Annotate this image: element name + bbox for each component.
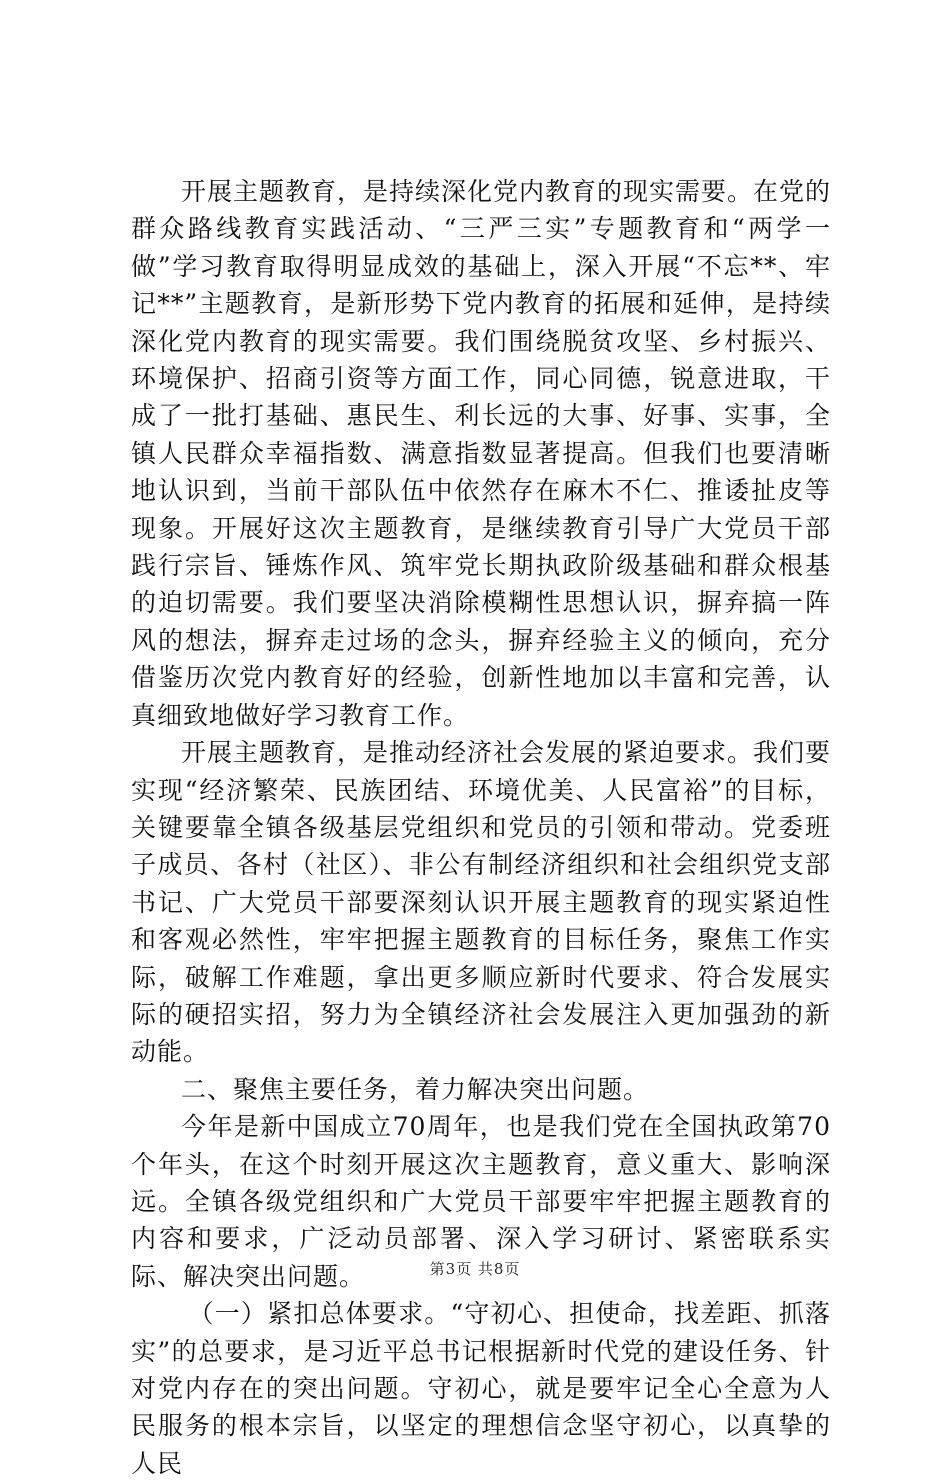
section-heading-main-tasks: 二、聚焦主要任务，着力解决突出问题。 (181, 1074, 650, 1104)
page-number-footer: 第3页 共8页 (429, 1260, 521, 1278)
paragraph-theme-education-party: 开展主题教育，是持续深化党内教育的现实需要。在党的群众路线教育实践活动、“三严三实”专题教育和“两学一做”学习教育取得明显成效的基础上，深入开展“不忘**、牢记**”主题教育，是新形势下党内教育的拓展和延伸，是持续深化党内教育的现实需要。我们围绕脱贫攻坚、乡村振兴、环境保护、招商引资等方面工作，同心同德，锐意进取，干成了一批打基础、惠民生、利长远的大事、好事、实事，全镇人民群众幸福指数、满意指数显著提高。但我们也要清晰地认识到，当前干部队伍中依然存在麻木不仁、推诿扯皮等现象。开展好这次主题教育，是继续教育引导广大党员干部践行宗旨、锤炼作风、筑牢党长期执政阶级基础和群众根基的迫切需要。我们要坚决消除模糊性思想认识，摒弃搞一阵风的想法，摒弃走过场的念头，摒弃经验主义的倾向，充分借鉴历次党内教育好的经验，创新性地加以丰富和完善，认真细致地做好学习教育工作。 (131, 177, 832, 730)
paragraph-70th-anniversary: 今年是新中国成立70周年，也是我们党在全国执政第70个年头，在这个时刻开展这次主题教育，意义重大、影响深远。全镇各级党组织和广大党员干部要牢牢把握主题教育的内容和要求，广泛动员部署、深入学习研讨、紧密联系实际、解决突出问题。 (131, 1112, 831, 1291)
paragraph-theme-education-economy: 开展主题教育，是推动经济社会发展的紧迫要求。我们要实现“经济繁荣、民族团结、环境优美、人民富裕”的目标，关键要靠全镇各级基层党组织和党员的引领和带动。党委班子成员、各村（社区）、非公有制经济组织和社会组织党支部书记、广大党员干部要深刻认识开展主题教育的现实紧迫性和客观必然性，牢牢把握主题教育的目标任务，聚焦工作实际，破解工作难题，拿出更多顺应新时代要求、符合发展实际的硬招实招，努力为全镇经济社会发展注入更加强劲的新动能。 (131, 738, 832, 1067)
paragraph-overall-requirements: （一）紧扣总体要求。“守初心、担使命，找差距、抓落实”的总要求，是习近平总书记根据新时代党的建设任务、针对党内存在的突出问题。守初心，就是要牢记全心全意为人民服务的根本宗旨，以坚定的理想信念坚守初心，以真挚的人民 (131, 1299, 831, 1478)
document-body (131, 173, 831, 1482)
